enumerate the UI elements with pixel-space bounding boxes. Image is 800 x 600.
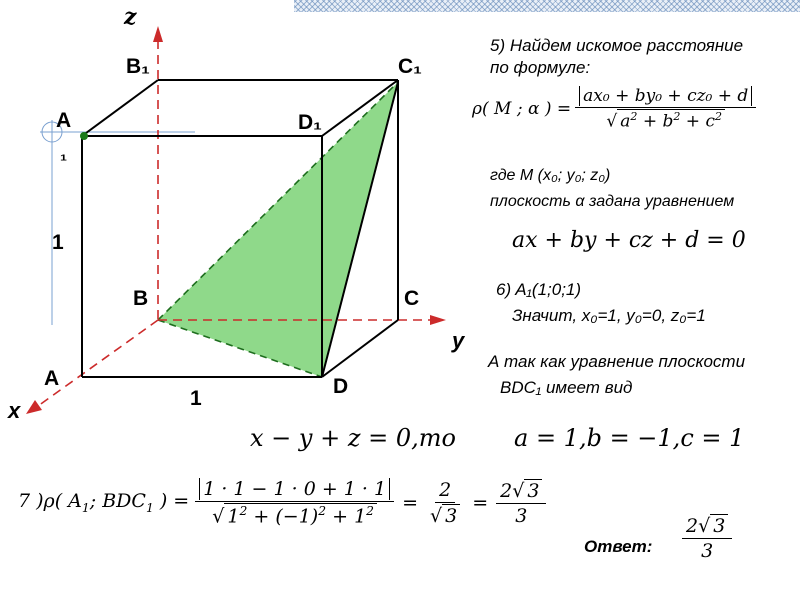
step5-title-line1: 5) Найдем искомое расстояние <box>490 36 744 55</box>
plane-line: плоскость α задана уравнением <box>490 193 735 210</box>
step6-title: 6) A₁(1;0;1) <box>496 280 582 299</box>
vertex-label-c1: C₁ <box>398 55 422 78</box>
axis-label-y: y <box>452 328 465 353</box>
y-axis-arrow <box>430 315 446 325</box>
vertex-label-c: C <box>404 287 420 310</box>
step5-title-line2: по формуле: <box>490 58 591 77</box>
vertex-label-d: D <box>333 375 349 398</box>
distance-formula-numerator: ax₀ + by₀ + cz₀ + d <box>579 86 752 106</box>
vertex-label-a: A <box>44 367 60 390</box>
x-axis <box>38 320 158 406</box>
step6-values: Значит, x₀=1, y₀=0, z₀=1 <box>512 306 706 325</box>
step7-denominator: $1^2 + (-1)^2 + 1^2$ <box>224 503 377 527</box>
point-a1 <box>80 132 88 140</box>
plane-text-line2: BDC₁ имеет вид <box>500 378 633 397</box>
bdc1-plane-equation: x − y + z = 0,то <box>250 424 456 452</box>
distance-formula <box>472 86 756 132</box>
step7-lhs: 7 )ρ( $A_1$; $BDC_1$ ) = <box>18 490 190 516</box>
vertex-label-a1-index: ₁ <box>60 145 68 164</box>
plane-text-line1: А так как уравнение плоскости <box>488 352 746 371</box>
step7-result-fraction: $\frac{2√ 3}{3}$ <box>496 479 546 527</box>
step7-numerator: 1 · 1 − 1 · 0 + 1 · 1 <box>199 478 390 500</box>
answer-value: $\frac{2√ 3}{3}$ <box>682 514 732 562</box>
distance-formula-lhs: ρ( M ; α ) = <box>472 98 572 119</box>
vertex-label-a1-letter: A <box>56 109 72 132</box>
axis-label-x: x <box>8 398 21 423</box>
distance-formula-fraction: $\frac{\text{ax₀ + by₀ + cz₀ + d}}{√ a^2 + b^2 + c^2}$ <box>575 86 756 132</box>
vertex-label-b1: B₁ <box>126 55 150 78</box>
step7-calculation: 7 )ρ( $A_1$; $BDC_1$ ) = $\frac{1 \cdot 1 - 1 \cdot 0 + 1 \cdot 1}{√ 1^2 + (-1)^2 + 1^2}$ = $\frac{2}{√ 3}$ = $\frac{2√ 3}{3}$ <box>18 478 546 527</box>
axis-label-z: z <box>124 4 137 30</box>
step7-simplified-fraction: $\frac{2}{√ 3}$ <box>426 479 464 527</box>
answer-label: Ответ: <box>584 537 653 556</box>
x-axis-arrow <box>26 400 42 414</box>
step7-fraction: $\frac{1 \cdot 1 - 1 \cdot 0 + 1 \cdot 1}{√ 1^2 + (-1)^2 + 1^2}$ <box>195 478 394 527</box>
vertex-label-d1: D₁ <box>298 111 322 134</box>
z-axis-arrow <box>153 26 163 42</box>
edge-length-bottom: 1 <box>190 387 202 410</box>
where-line: где M (x₀; y₀; z₀) <box>490 167 611 184</box>
bdc1-coefficients: a = 1,b = −1,c = 1 <box>514 424 745 452</box>
plane-equation: ax + by + cz + d = 0 <box>512 228 746 253</box>
edge-length-left: 1 <box>52 231 64 254</box>
vertex-label-b: B <box>133 287 149 310</box>
